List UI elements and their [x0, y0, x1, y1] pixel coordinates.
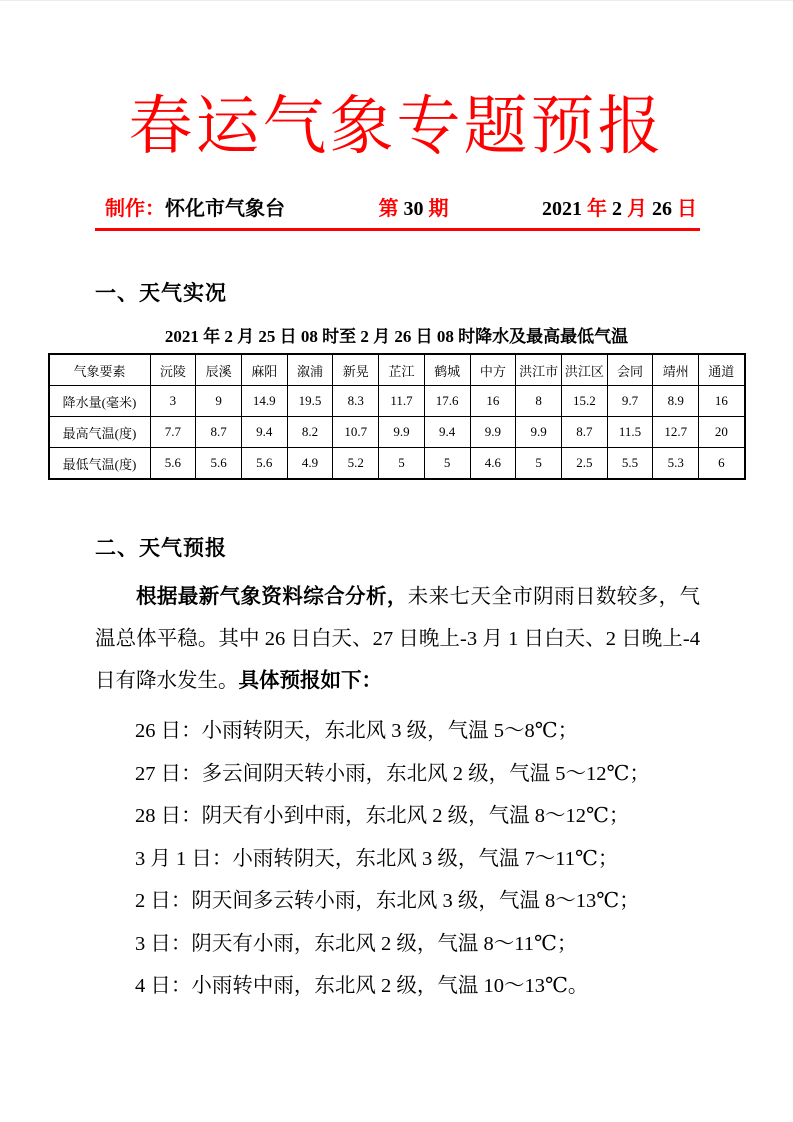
weather-table [48, 353, 746, 480]
value-cell: 11.7 [379, 386, 425, 417]
value-cell: 8.3 [333, 386, 379, 417]
value-cell: 8.7 [561, 417, 607, 448]
value-cell: 20 [699, 417, 745, 448]
text-part: 月 [627, 198, 647, 221]
value-cell: 10.7 [333, 417, 379, 448]
weather-table-body [49, 386, 745, 480]
text-part: 具体预报如下： [238, 670, 382, 693]
column-header-station: 靖州 [653, 354, 699, 386]
maker-value: 怀化市气象台 [165, 198, 285, 221]
column-header-element: 气象要素 [49, 354, 151, 386]
weather-table-title: 2021 年 2 月 25 日 08 时至 2 月 26 日 08 时降水及最高最低气温 [164, 327, 629, 347]
value-cell: 9.7 [607, 386, 653, 417]
text-part: 2 [607, 198, 627, 221]
value-cell: 19.5 [287, 386, 333, 417]
column-header-station: 溆浦 [287, 354, 333, 386]
value-cell: 5 [379, 448, 425, 480]
value-cell: 16 [470, 386, 516, 417]
column-header-station: 会同 [607, 354, 653, 386]
value-cell: 7.7 [150, 417, 196, 448]
value-cell: 8.2 [287, 417, 333, 448]
forecast-list [95, 710, 700, 1008]
table-row [49, 417, 745, 448]
issue-date [542, 192, 697, 221]
value-cell: 5.5 [607, 448, 653, 480]
maker-label: 制作： [105, 198, 165, 221]
value-cell: 6 [699, 448, 745, 480]
row-label-cell: 最低气温(度) [49, 448, 151, 480]
forecast-line: 3 日：阴天有小雨，东北风 2 级，气温 8～11℃； [135, 932, 578, 955]
forecast-line: 3 月 1 日：小雨转阴天，东北风 3 级，气温 7～11℃； [135, 847, 619, 870]
value-cell: 4.9 [287, 448, 333, 480]
row-label-cell: 最高气温(度) [49, 417, 151, 448]
forecast-line: 4 日：小雨转中雨，东北风 2 级，气温 10～13℃。 [135, 975, 589, 998]
column-header-station: 中方 [470, 354, 516, 386]
column-header-station: 洪江市 [516, 354, 562, 386]
value-cell: 4.6 [470, 448, 516, 480]
value-cell: 5.6 [150, 448, 196, 480]
text-part: 第 [378, 198, 399, 221]
document-meta-row [105, 192, 697, 221]
text-part: 30 [398, 198, 429, 221]
value-cell: 11.5 [607, 417, 653, 448]
value-cell: 16 [699, 386, 745, 417]
forecast-summary-paragraph [95, 576, 700, 702]
column-header-station: 芷江 [379, 354, 425, 386]
value-cell: 5.6 [196, 448, 242, 480]
value-cell: 8 [516, 386, 562, 417]
value-cell: 9.4 [241, 417, 287, 448]
forecast-line: 2 日：阴天间多云转小雨，东北风 3 级，气温 8～13℃； [135, 890, 640, 913]
value-cell: 15.2 [561, 386, 607, 417]
value-cell: 14.9 [241, 386, 287, 417]
header-divider-rule [95, 228, 700, 231]
text-part: 年 [587, 198, 607, 221]
value-cell: 5 [424, 448, 470, 480]
forecast-line: 27 日：多云间阴天转小雨，东北风 2 级，气温 5～12℃； [135, 762, 650, 785]
value-cell: 5.3 [653, 448, 699, 480]
value-cell: 17.6 [424, 386, 470, 417]
column-header-station: 沅陵 [150, 354, 196, 386]
value-cell: 5.6 [241, 448, 287, 480]
table-row [49, 448, 745, 480]
maker-field [105, 192, 285, 221]
value-cell: 5 [516, 448, 562, 480]
value-cell: 9.9 [516, 417, 562, 448]
section1-heading: 一、天气实况 [95, 281, 227, 306]
column-header-station: 通道 [699, 354, 745, 386]
section2-heading: 二、天气预报 [95, 536, 227, 561]
weather-table-header-row [49, 354, 745, 386]
text-part: 2021 [542, 198, 587, 221]
text-part: 根据最新气象资料综合分析， [136, 586, 408, 609]
text-part: 日 [677, 198, 697, 221]
value-cell: 9.9 [379, 417, 425, 448]
value-cell: 5.2 [333, 448, 379, 480]
table-row [49, 386, 745, 417]
column-header-station: 麻阳 [241, 354, 287, 386]
forecast-line: 28 日：阴天有小到中雨，东北风 2 级，气温 8～12℃； [135, 805, 630, 828]
column-header-station: 洪江区 [561, 354, 607, 386]
value-cell: 8.9 [653, 386, 699, 417]
value-cell: 9 [196, 386, 242, 417]
text-part: 26 [647, 198, 677, 221]
column-header-station: 鹤城 [424, 354, 470, 386]
column-header-station: 新晃 [333, 354, 379, 386]
value-cell: 9.9 [470, 417, 516, 448]
value-cell: 2.5 [561, 448, 607, 480]
weather-table-head [49, 354, 745, 386]
value-cell: 12.7 [653, 417, 699, 448]
row-label-cell: 降水量(毫米) [49, 386, 151, 417]
forecast-line: 26 日：小雨转阴天，东北风 3 级，气温 5～8℃； [135, 720, 579, 743]
issue-number [379, 192, 449, 221]
column-header-station: 辰溪 [196, 354, 242, 386]
value-cell: 9.4 [424, 417, 470, 448]
value-cell: 8.7 [196, 417, 242, 448]
document-title: 春运气象专题预报 [128, 91, 665, 162]
text-part: 期 [428, 198, 449, 221]
text-part: 未来七天全市阴雨日数较多，气温总体平稳。其中 26 日白天、27 日晚上-3 月 1 日白天、2 日晚上-4 日有降水发生。 [95, 586, 700, 693]
value-cell: 3 [150, 386, 196, 417]
